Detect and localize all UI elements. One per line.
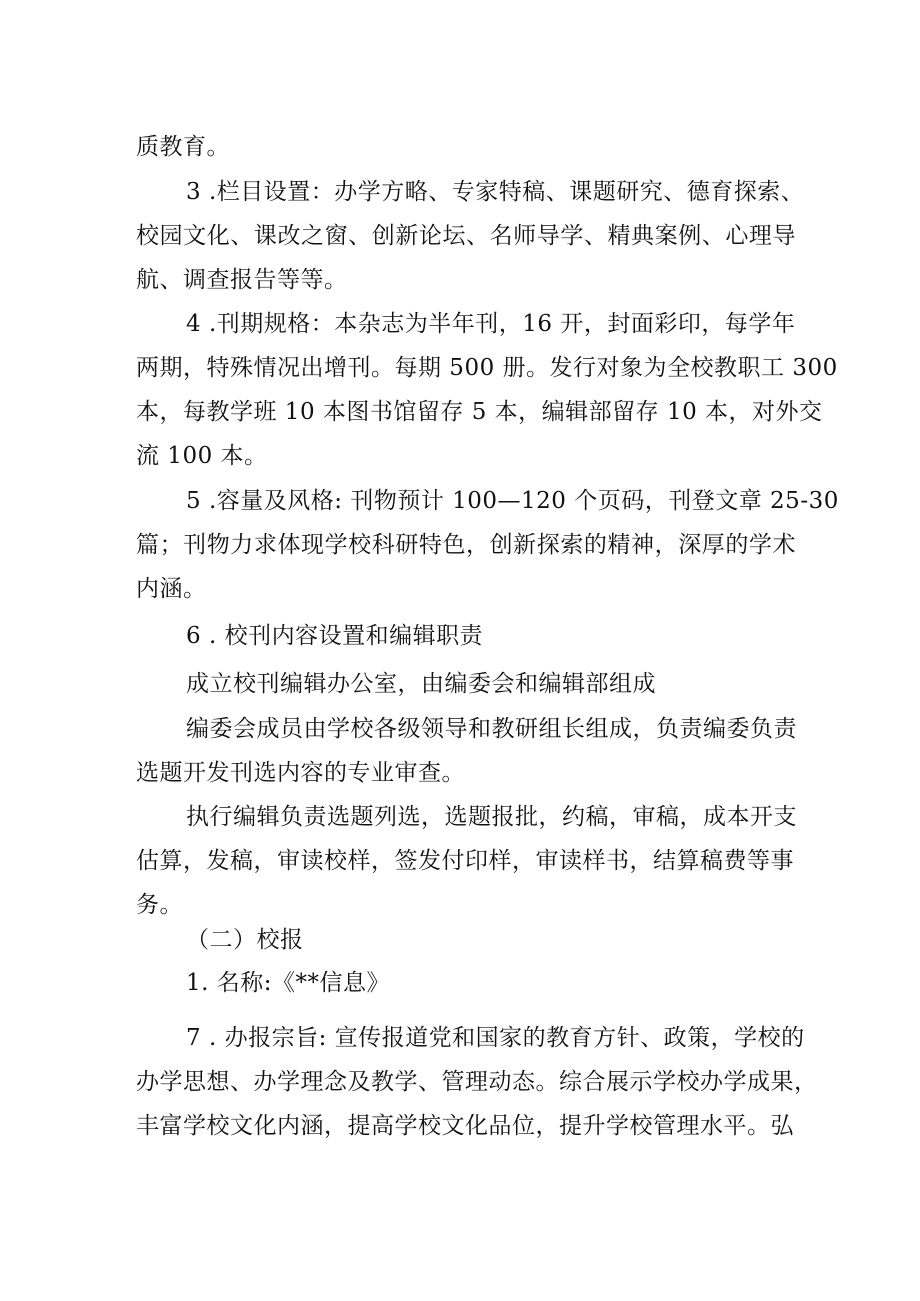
- text-line: 3 .栏目设置：办学方略、专家特稿、课题研究、德育探索、: [186, 179, 805, 205]
- text-line: 务。: [136, 892, 183, 918]
- section-heading: （二）校报: [186, 927, 304, 953]
- text-line: 估算，发稿，审读校样，签发付印样，审读样书，结算稿费等事: [136, 848, 794, 874]
- text-line: 校园文化、课改之窗、创新论坛、名师导学、精典案例、心理导: [136, 223, 796, 249]
- text-line: 办学思想、办学理念及教学、管理动态。综合展示学校办学成果，: [136, 1069, 818, 1095]
- text-line: 本，每教学班 10 本图书馆留存 5 本，编辑部留存 10 本，对外交: [136, 399, 823, 425]
- text-line: 篇；刊物力求体现学校科研特色，创新探索的精神，深厚的学术: [136, 532, 796, 558]
- text-line: 航、调查报告等等。: [136, 267, 348, 293]
- text-line: 1. 名称:《**信息》: [186, 970, 391, 996]
- text-line: 成立校刊编辑办公室，由编委会和编辑部组成: [186, 671, 656, 697]
- text-line: 流 100 本。: [136, 443, 268, 469]
- text-line: 质教育。: [136, 134, 230, 160]
- text-line: 7 . 办报宗旨: 宣传报道党和国家的教育方针、政策，学校的: [186, 1025, 805, 1051]
- text-line: 丰富学校文化内涵，提高学校文化品位，提升学校管理水平。弘: [136, 1113, 794, 1139]
- text-line: 5 .容量及风格: 刊物预计 100—120 个页码，刊登文章 25-30: [186, 488, 839, 514]
- text-line: 4 .刊期规格：本杂志为半年刊，16 开，封面彩印，每学年: [186, 311, 796, 337]
- text-line: 内涵。: [136, 576, 207, 602]
- text-line: 编委会成员由学校各级领导和教研组长组成，负责编委负责: [186, 716, 797, 742]
- section-heading: 6 . 校刊内容设置和编辑职责: [186, 623, 484, 649]
- text-line: 执行编辑负责选题列选，选题报批，约稿，审稿，成本开支: [186, 804, 797, 830]
- text-line: 选题开发刊选内容的专业审查。: [136, 760, 465, 786]
- text-line: 两期，特殊情况出增刊。每期 500 册。发行对象为全校教职工 300: [136, 355, 838, 381]
